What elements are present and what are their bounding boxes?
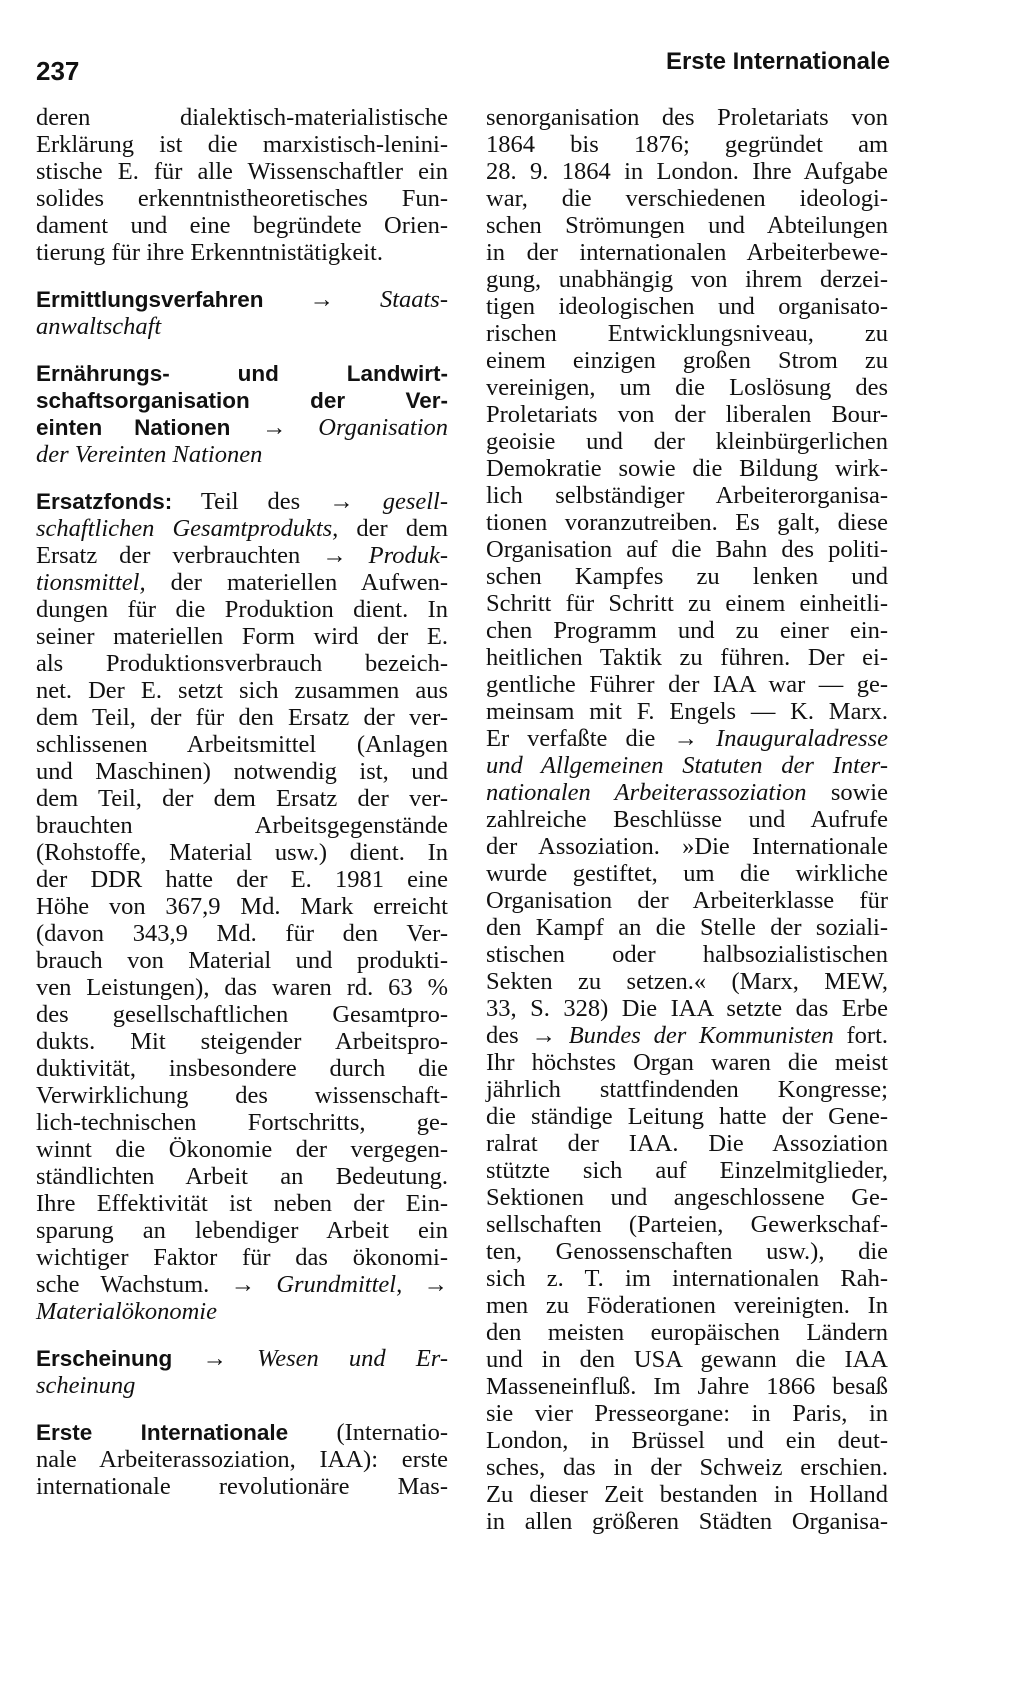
- cross-reference: Wesen und Er-: [257, 1345, 449, 1372]
- text-line: stischen oder halbsozialistischen: [486, 941, 888, 968]
- text-line: Organisation auf die Bahn des politi-: [486, 536, 888, 563]
- cross-reference: gesell-: [382, 488, 449, 515]
- text-line: brauch von Material und produkti-: [36, 947, 448, 974]
- text-line: [36, 515, 448, 542]
- text-run: der dem: [356, 515, 448, 542]
- text-line: Sektionen und angeschlossene Ge-: [486, 1184, 888, 1211]
- text-line: ralrat der IAA. Die Assoziation: [486, 1130, 888, 1157]
- text-line: dem Teil, der dem Ersatz der ver-: [36, 785, 448, 812]
- cross-reference: Produk-: [368, 542, 448, 569]
- text-line: ven Leistungen), das waren rd. 63 %: [36, 974, 448, 1001]
- text-line: (Rohstoffe, Material usw.) dient. In: [36, 839, 448, 866]
- text-line: Demokratie sowie die Bildung wirk-: [486, 455, 888, 482]
- entry-erste-internationale: [36, 1419, 448, 1500]
- text-line: [36, 488, 448, 515]
- text-line: sparung an lebendiger Arbeit ein: [36, 1217, 448, 1244]
- text-line: zahlreiche Beschlüsse und Aufrufe: [486, 806, 888, 833]
- text-line: Höhe von 367,9 Md. Mark erreicht: [36, 893, 448, 920]
- headword: Erscheinung: [36, 1346, 173, 1371]
- text-line: seiner materiellen Form wird der E.: [36, 623, 448, 650]
- arrow-icon: →: [329, 488, 354, 515]
- text-line: 33, S. 328) Die IAA setzte das Erbe: [486, 995, 888, 1022]
- cross-reference: Grundmittel,: [276, 1271, 403, 1298]
- text-line: jährlich stattfindenden Kongresse;: [486, 1076, 888, 1103]
- arrow-icon: →: [322, 542, 347, 569]
- text-line: Masseneinfluß. Im Jahre 1866 besaß: [486, 1373, 888, 1400]
- text-line: lich selbständiger Arbeiterorganisa-: [486, 482, 888, 509]
- text-line: Erklärung ist die marxistisch-lenini-: [36, 131, 448, 158]
- text-line: [36, 286, 448, 313]
- cross-reference: anwaltschaft: [36, 313, 162, 340]
- running-head: Erste Internationale: [665, 48, 890, 75]
- entry-continuation: [36, 104, 448, 266]
- text-line: gentliche Führer der IAA war — ge-: [486, 671, 888, 698]
- arrow-icon: →: [531, 1022, 556, 1049]
- text-line: als Produktionsverbrauch bezeich-: [36, 650, 448, 677]
- text-line: ständlichten Arbeit an Bedeutung.: [36, 1163, 448, 1190]
- left-column: [36, 104, 448, 1500]
- cross-reference: und Allgemeinen Statuten der Inter-: [486, 752, 888, 779]
- text-run: (Internatio-: [336, 1419, 448, 1446]
- text-line: [36, 542, 448, 569]
- text-line: stützte sich auf Einzelmitglieder,: [486, 1157, 888, 1184]
- text-line: [36, 569, 448, 596]
- text-line: [486, 779, 888, 806]
- text-line: in allen größeren Städten Organisa-: [486, 1508, 888, 1535]
- text-run: sowie: [830, 779, 888, 806]
- text-line: sellschaften (Parteien, Gewerkschaf-: [486, 1211, 888, 1238]
- text-line: den meisten europäischen Ländern: [486, 1319, 888, 1346]
- text-line: tierung für ihre Erkenntnistätigkeit.: [36, 239, 383, 266]
- headword: Ernährungs- und Landwirt-: [36, 361, 448, 386]
- text-line: men zu Föderationen vereinigten. In: [486, 1292, 888, 1319]
- cross-reference: Organisation: [318, 414, 449, 441]
- text-line: chen Programm und zu einer ein-: [486, 617, 888, 644]
- arrow-icon: →: [202, 1345, 227, 1372]
- cross-reference: nationalen Arbeiterassoziation: [486, 779, 807, 806]
- headword: schaftsorganisation der Ver-: [36, 388, 448, 413]
- text-line: ten, Genossenschaften usw.), die: [486, 1238, 888, 1265]
- text-run: Er verfaßte die: [486, 725, 656, 752]
- text-run: Teil des: [200, 488, 301, 515]
- text-line: schen Strömungen und Abteilungen: [486, 212, 888, 239]
- spacer: [36, 468, 448, 488]
- text-line: tigen ideologischen und organisato-: [486, 293, 888, 320]
- text-line: geoisie und der kleinbürgerlichen: [486, 428, 888, 455]
- headword: Ermittlungsverfahren: [36, 287, 264, 312]
- text-line: Sekten zu setzen.« (Marx, MEW,: [486, 968, 888, 995]
- text-line: heitlichen Taktik zu führen. Der ei-: [486, 644, 888, 671]
- text-line: schen Kampfes zu lenken und: [486, 563, 888, 590]
- text-line: und Maschinen) notwendig ist, und: [36, 758, 448, 785]
- text-line: Ihre Effektivität ist neben der Ein-: [36, 1190, 448, 1217]
- text-line: nale Arbeiterassoziation, IAA): erste: [36, 1446, 448, 1473]
- headword: Ersatzfonds:: [36, 489, 173, 514]
- text-line: [36, 1419, 448, 1446]
- spacer: [36, 1325, 448, 1345]
- text-run: fort.: [846, 1022, 889, 1049]
- text-line: 1864 bis 1876; gegründet am: [486, 131, 888, 158]
- text-line: solides erkenntnistheoretisches Fun-: [36, 185, 448, 212]
- text-line: deren dialektisch-materialistische: [36, 104, 448, 131]
- text-run: des: [486, 1022, 519, 1049]
- arrow-icon: →: [230, 1271, 256, 1298]
- cross-reference: scheinung: [36, 1372, 136, 1399]
- text-line: London, in Brüssel und ein deut-: [486, 1427, 888, 1454]
- right-column: [486, 104, 888, 1535]
- page-number: 237: [36, 56, 80, 86]
- text-line: duktivität, insbesondere durch die: [36, 1055, 448, 1082]
- text-line: dament und eine begründete Orien-: [36, 212, 448, 239]
- text-line: 28. 9. 1864 in London. Ihre Aufgabe: [486, 158, 888, 185]
- text-line: den Kampf an die Stelle der soziali-: [486, 914, 888, 941]
- text-line: in der internationalen Arbeiterbewe-: [486, 239, 888, 266]
- text-line: [36, 1271, 448, 1298]
- headword: Erste Internationale: [36, 1420, 289, 1445]
- arrow-icon: →: [309, 286, 334, 313]
- text-line: die ständige Leitung hatte der Gene-: [486, 1103, 888, 1130]
- text-line: rischen Entwicklungsniveau, zu: [486, 320, 888, 347]
- text-line: einem einzigen großen Strom zu: [486, 347, 888, 374]
- arrow-icon: →: [262, 414, 287, 441]
- text-line: gung, unabhängig von ihrem derzei-: [486, 266, 888, 293]
- text-line: der DDR hatte der E. 1981 eine: [36, 866, 448, 893]
- text-line: Zu dieser Zeit bestanden in Holland: [486, 1481, 888, 1508]
- text-line: Organisation der Arbeiterklasse für: [486, 887, 888, 914]
- entry-ermittlungsverfahren: [36, 286, 448, 340]
- cross-reference: schaftlichen Gesamtprodukts,: [36, 515, 339, 542]
- text-line: [36, 414, 448, 441]
- spacer: [36, 340, 448, 360]
- cross-reference: tionsmittel,: [36, 569, 146, 596]
- entry-ernaehrungsorganisation: [36, 360, 448, 468]
- text-line: Schritt für Schritt zu einem einheitli-: [486, 590, 888, 617]
- text-line: senorganisation des Proletariats von: [486, 104, 888, 131]
- text-line: winnt die Ökonomie der vergegen-: [36, 1136, 448, 1163]
- text-line: Proletariats von der liberalen Bour-: [486, 401, 888, 428]
- text-line: dukts. Mit steigender Arbeitspro-: [36, 1028, 448, 1055]
- text-line: sches, das in der Schweiz erschien.: [486, 1454, 888, 1481]
- text-line: lich-technischen Fortschritts, ge-: [36, 1109, 448, 1136]
- spacer: [36, 1399, 448, 1419]
- text-line: und in den USA gewann die IAA: [486, 1346, 888, 1373]
- text-line: [486, 725, 888, 752]
- text-line: internationale revolutionäre Mas-: [36, 1473, 448, 1500]
- text-line: sie vier Presseorgane: in Paris, in: [486, 1400, 888, 1427]
- text-line: [486, 1022, 888, 1049]
- cross-reference: Inauguraladresse: [716, 725, 888, 752]
- text-line: vereinigen, um die Loslösung des: [486, 374, 888, 401]
- spacer: [36, 266, 448, 286]
- cross-reference: Bundes der Kommunisten: [568, 1022, 834, 1049]
- text-run: sche Wachstum.: [36, 1271, 210, 1298]
- headword: einten Nationen: [36, 415, 231, 440]
- text-line: Verwirklichung des wissenschaft-: [36, 1082, 448, 1109]
- text-line: meinsam mit F. Engels — K. Marx.: [486, 698, 888, 725]
- text-line: [36, 1345, 448, 1372]
- cross-reference: Materialökonomie: [36, 1298, 217, 1325]
- text-run: der materiellen Aufwen-: [170, 569, 449, 596]
- arrow-icon: →: [423, 1271, 448, 1298]
- arrow-icon: →: [673, 725, 698, 752]
- text-line: net. Der E. setzt sich zusammen aus: [36, 677, 448, 704]
- text-line: stische E. für alle Wissenschaftler ein: [36, 158, 448, 185]
- cross-reference: der Vereinten Nationen: [36, 441, 263, 468]
- text-line: wichtiger Faktor für das ökonomi-: [36, 1244, 448, 1271]
- text-line: war, die verschiedenen ideologi-: [486, 185, 888, 212]
- text-line: sich z. T. im internationalen Rah-: [486, 1265, 888, 1292]
- text-line: brauchten Arbeitsgegenstände: [36, 812, 448, 839]
- text-line: tionen voranzutreiben. Es galt, diese: [486, 509, 888, 536]
- text-line: dungen für die Produktion dient. In: [36, 596, 448, 623]
- text-line: der Assoziation. »Die Internationale: [486, 833, 888, 860]
- text-line: Ihr höchstes Organ waren die meist: [486, 1049, 888, 1076]
- text-line: (davon 343,9 Md. für den Ver-: [36, 920, 448, 947]
- entry-ersatzfonds: [36, 488, 448, 1325]
- entry-erscheinung: [36, 1345, 448, 1399]
- text-line: schlissenen Arbeitsmittel (Anlagen: [36, 731, 448, 758]
- text-line: dem Teil, der für den Ersatz der ver-: [36, 704, 448, 731]
- text-line: des gesellschaftlichen Gesamtpro-: [36, 1001, 448, 1028]
- cross-reference: Staats-: [379, 286, 448, 313]
- text-run: Ersatz der verbrauchten: [36, 542, 301, 569]
- text-line: wurde gestiftet, um die wirkliche: [486, 860, 888, 887]
